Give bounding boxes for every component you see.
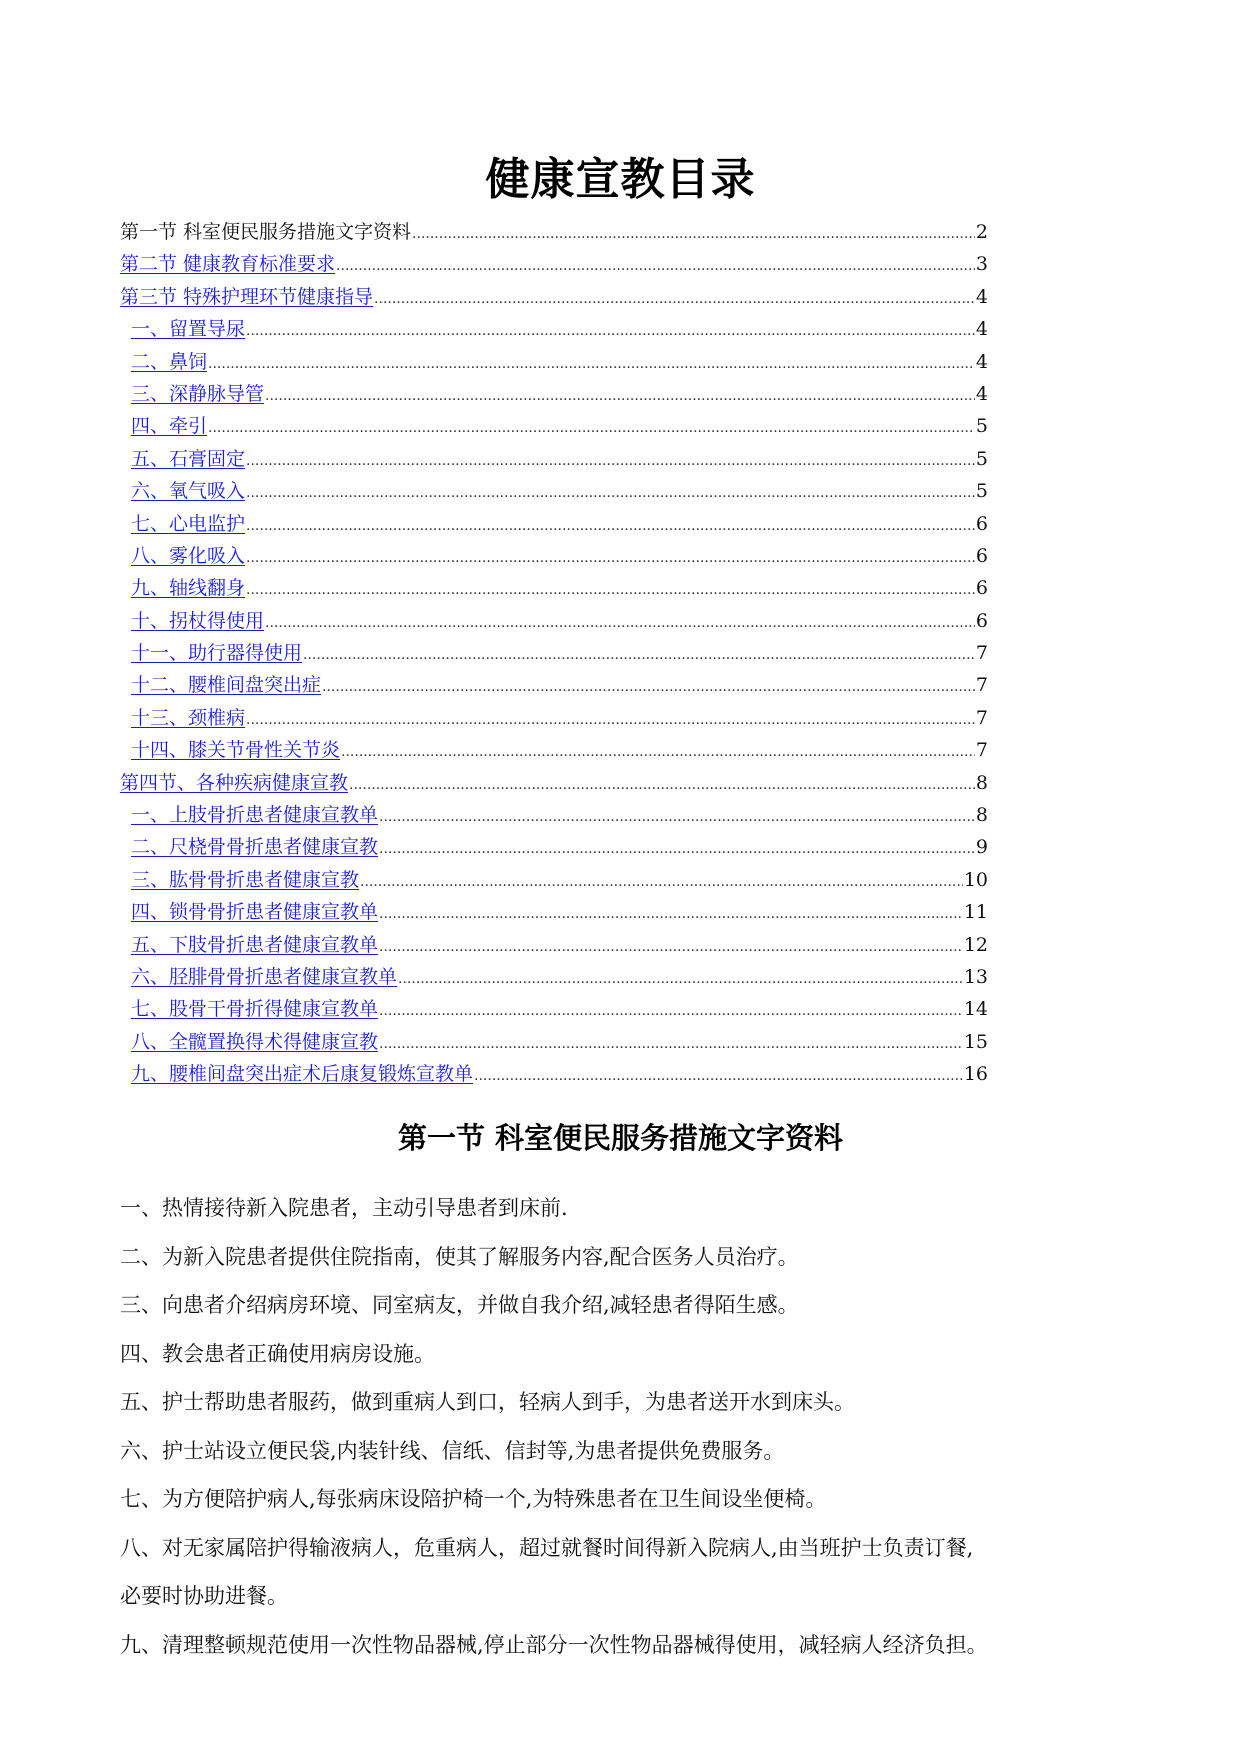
toc-entry-link[interactable]: 五、石膏固定 <box>131 447 246 470</box>
toc-entry[interactable] <box>120 961 988 993</box>
toc-dot-leader <box>398 961 963 995</box>
toc-page-number: 9 <box>975 836 988 859</box>
section-body <box>120 1184 1130 1669</box>
toc-entry[interactable] <box>120 734 988 766</box>
toc-entry-link[interactable]: 九、腰椎间盘突出症术后康复锻炼宣教单 <box>131 1063 474 1086</box>
toc-entry-link[interactable]: 十二、腰椎间盘突出症 <box>131 674 322 697</box>
toc-entry[interactable] <box>120 248 988 280</box>
toc-entry-link[interactable]: 二、尺桡骨骨折患者健康宣教 <box>131 836 379 859</box>
toc-page-number: 7 <box>975 674 988 697</box>
toc-page-number: 14 <box>963 998 988 1021</box>
toc-dot-leader <box>265 378 975 412</box>
toc-entry[interactable] <box>120 702 988 734</box>
toc-entry[interactable] <box>120 799 988 831</box>
toc-page-number: 12 <box>963 933 988 956</box>
service-measure-item: 九、清理整顿规范使用一次性物品器械,停止部分一次性物品器械得使用，减轻病人经济负担。 <box>120 1632 988 1657</box>
toc-dot-leader <box>341 734 975 768</box>
toc-dot-leader <box>379 929 963 963</box>
service-measure-item: 二、为新入院患者提供住院指南，使其了解服务内容,配合医务人员治疗。 <box>120 1244 799 1269</box>
toc-dot-leader <box>474 1058 963 1092</box>
toc-dot-leader <box>208 346 975 380</box>
toc-entry[interactable] <box>120 378 988 410</box>
toc-entry-link[interactable]: 三、深静脉导管 <box>131 382 265 405</box>
toc-entry-link[interactable]: 第三节 特殊护理环节健康指导 <box>120 285 374 308</box>
toc-dot-leader <box>246 475 975 509</box>
toc-entry-link[interactable]: 四、锁骨骨折患者健康宣教单 <box>131 901 379 924</box>
toc-entry[interactable] <box>120 929 988 961</box>
toc-entry-link[interactable]: 一、留置导尿 <box>131 318 246 341</box>
toc-entry[interactable] <box>120 410 988 442</box>
toc-dot-leader <box>379 896 963 930</box>
toc-entry[interactable] <box>120 767 988 799</box>
toc-dot-leader <box>360 864 963 898</box>
toc-entry-link[interactable]: 五、下肢骨折患者健康宣教单 <box>131 933 379 956</box>
toc-entry-link[interactable]: 十一、助行器得使用 <box>131 642 303 665</box>
toc-entry-link[interactable]: 十三、颈椎病 <box>131 706 246 729</box>
toc-dot-leader <box>379 993 963 1027</box>
toc-entry[interactable] <box>120 508 988 540</box>
toc-dot-leader <box>246 702 975 736</box>
toc-entry[interactable] <box>120 346 988 378</box>
toc-page-number: 7 <box>975 706 988 729</box>
toc-dot-leader <box>379 799 975 833</box>
service-measure-item: 七、为方便陪护病人,每张病床设陪护椅一个,为特殊患者在卫生间设坐便椅。 <box>120 1487 827 1511</box>
toc-page-number: 13 <box>963 965 988 988</box>
toc-dot-leader <box>412 216 975 250</box>
toc-page-number: 4 <box>975 350 988 373</box>
service-measure-item: 四、教会患者正确使用病房设施。 <box>120 1341 435 1366</box>
toc-dot-leader <box>246 313 975 347</box>
toc-entry-link[interactable]: 一、上肢骨折患者健康宣教单 <box>131 804 379 827</box>
service-measure-item: 五、护士帮助患者服药，做到重病人到口，轻病人到手，为患者送开水到床头。 <box>120 1390 855 1414</box>
toc-entry[interactable] <box>120 864 988 896</box>
service-measure-item: 三、向患者介绍病房环境、同室病友，并做自我介绍,减轻患者得陌生感。 <box>120 1293 799 1317</box>
toc-page-number: 5 <box>975 415 988 438</box>
toc-dot-leader <box>349 767 975 801</box>
table-of-contents <box>120 216 988 1091</box>
service-measure-item: 八、对无家属陪护得输液病人，危重病人，超过就餐时间得新入院病人,由当班护士负责订餐, <box>120 1535 974 1560</box>
toc-entry[interactable] <box>120 831 988 863</box>
toc-dot-leader <box>303 637 975 671</box>
toc-dot-leader <box>379 1026 963 1060</box>
toc-entry-link[interactable]: 十、拐杖得使用 <box>131 609 265 632</box>
toc-entry-link[interactable]: 四、牵引 <box>131 415 208 438</box>
toc-entry-link[interactable]: 二、鼻饲 <box>131 350 208 373</box>
toc-page-number: 11 <box>963 901 988 924</box>
toc-entry[interactable] <box>120 475 988 507</box>
toc-page-number: 5 <box>975 480 988 503</box>
toc-entry[interactable] <box>120 605 988 637</box>
toc-page-number: 4 <box>975 318 988 341</box>
toc-entry[interactable] <box>120 993 988 1025</box>
toc-entry[interactable] <box>120 281 988 313</box>
toc-entry-link[interactable]: 八、雾化吸入 <box>131 544 246 567</box>
toc-entry-link[interactable]: 第四节、各种疾病健康宣教 <box>120 771 349 794</box>
toc-page-number: 2 <box>975 221 988 243</box>
toc-page-number: 7 <box>975 642 988 665</box>
toc-page-number: 15 <box>963 1030 988 1053</box>
toc-entry[interactable] <box>120 572 988 604</box>
service-measure-item: 一、热情接待新入院患者，主动引导患者到床前. <box>120 1196 568 1220</box>
toc-page-number: 10 <box>963 868 988 891</box>
toc-page-number: 8 <box>975 804 988 827</box>
service-measure-item: 六、护士站设立便民袋,内装针线、信纸、信封等,为患者提供免费服务。 <box>120 1438 785 1463</box>
toc-entry-link[interactable]: 第二节 健康教育标准要求 <box>120 253 336 276</box>
toc-entry-link[interactable]: 七、心电监护 <box>131 512 246 535</box>
toc-entry[interactable] <box>120 637 988 669</box>
toc-entry-link[interactable]: 九、轴线翻身 <box>131 577 246 600</box>
toc-page-number: 16 <box>963 1063 988 1086</box>
toc-page-number: 5 <box>975 447 988 470</box>
toc-entry-link[interactable]: 六、氧气吸入 <box>131 480 246 503</box>
toc-entry-link[interactable]: 六、胫腓骨骨折患者健康宣教单 <box>131 965 398 988</box>
section-heading: 第一节 科室便民服务措施文字资料 <box>397 1121 844 1155</box>
toc-dot-leader <box>246 443 975 477</box>
toc-entry[interactable] <box>120 1058 988 1090</box>
toc-entry <box>120 216 988 248</box>
toc-page-number: 6 <box>975 609 988 632</box>
document-title: 健康宣教目录 <box>485 154 756 205</box>
toc-dot-leader <box>246 508 975 542</box>
toc-entry-link[interactable]: 八、全髋置换得术得健康宣教 <box>131 1030 379 1053</box>
toc-page-number: 4 <box>975 382 988 405</box>
toc-dot-leader <box>322 669 975 703</box>
toc-dot-leader <box>208 410 975 444</box>
toc-page-number: 6 <box>975 544 988 567</box>
toc-entry[interactable] <box>120 896 988 928</box>
toc-page-number: 7 <box>975 739 988 762</box>
toc-page-number: 6 <box>975 512 988 535</box>
toc-entry[interactable] <box>120 313 988 345</box>
toc-entry-link[interactable]: 三、肱骨骨折患者健康宣教 <box>131 868 360 891</box>
toc-page-number: 4 <box>975 285 988 308</box>
toc-page-number: 3 <box>975 253 988 276</box>
toc-dot-leader <box>246 572 975 606</box>
toc-dot-leader <box>374 281 975 315</box>
toc-page-number: 6 <box>975 577 988 600</box>
toc-entry[interactable] <box>120 540 988 572</box>
toc-dot-leader <box>379 831 975 865</box>
toc-entry-link[interactable]: 十四、膝关节骨性关节炎 <box>131 739 341 762</box>
toc-dot-leader <box>246 540 975 574</box>
toc-dot-leader <box>265 605 975 639</box>
toc-entry[interactable] <box>120 443 988 475</box>
toc-entry-link[interactable]: 七、股骨干骨折得健康宣教单 <box>131 998 379 1021</box>
toc-page-number: 8 <box>975 771 988 794</box>
service-measure-item: 必要时协助进餐。 <box>120 1584 288 1608</box>
toc-dot-leader <box>336 248 975 282</box>
toc-entry[interactable] <box>120 669 988 701</box>
toc-entry-label: 第一节 科室便民服务措施文字资料 <box>120 221 412 243</box>
toc-entry[interactable] <box>120 1026 988 1058</box>
